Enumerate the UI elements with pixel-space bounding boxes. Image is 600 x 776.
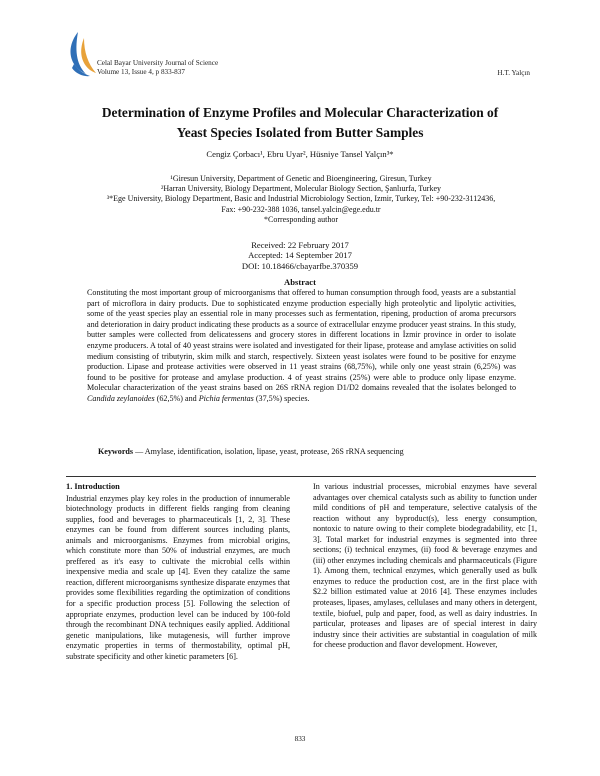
affiliation-line: ¹Giresun University, Department of Genetic and Bioengineering, Giresun, Turkey [170,174,432,183]
column-left [66,482,290,662]
page-number: 833 [294,735,306,743]
author-list: Cengiz Çorbacı¹, Ebru Uyar², Hüsniye Tansel Yalçın³* [206,149,394,159]
abstract-text [87,288,516,405]
abstract-heading: Abstract [284,277,316,287]
running-author: H.T. Yalçın [497,69,530,77]
species-name: Candida zeylanoides [87,393,155,403]
affiliation-line: ³*Ege University, Biology Department, Basic and Industrial Microbiology Section, Izmir, Turkey, Tel: +90-232-3112436, [106,194,496,204]
affiliation-line: ²Harran University, Biology Department, Molecular Biology Section, Şanlıurfa, Turkey [160,184,442,194]
keywords-list: — Amylase, identification, isolation, lipase, yeast, protease, 26S rRNA sequencing [133,447,404,456]
journal-info [97,59,218,77]
keywords-label: Keywords [98,447,134,456]
paper-title [70,103,530,143]
species-name: Pichia fermentas [198,393,254,403]
species-percent: (37,5%) species. [253,393,310,403]
title-line: Determination of Enzyme Profiles and Molecular Characterization of [101,105,499,120]
affiliation-line: *Corresponding author [264,214,338,224]
section-divider [66,476,536,477]
doi[interactable]: DOI: 10.18466/cbayarfbe.370359 [241,260,359,271]
journal-name: Celal Bayar University Journal of Science [97,59,219,67]
column-right [313,482,537,651]
affiliations [66,174,536,225]
accepted-date: Accepted: 14 September 2017 [248,250,352,261]
journal-logo [64,30,98,80]
intro-paragraph-left: Industrial enzymes play key roles in the production of innumerable biotechnology products in different fields ranging from cleaning supplies, food and beverages to pharmaceuticals [1, 2, 3]. These enzymes can be found from different sources including plants, animals and microorganisms. Enzymes from microbial origins, which constitute more than 50% of industrial enzymes, are much preffered as it's easy to cultivate the microbial cells within inexpensive media and scale up [4]. Even they catalize the same reaction, different microorganisms synthesize disparate enzymes that provides some flexibilities regarding the optimization of conditions for a specific production process [5]. Following the selection of appropriate enzymes, production level can be induced by 100-fold through the recombinant DNA techniques easily applied. Additional genetic manipulations, like mutagenesis, will further improve enzymatic properties in terms of thermostability, optimal pH, substrate specificity and other kinetic parameters [6]. [66,493,290,661]
title-line: Yeast Species Isolated from Butter Samples [176,125,424,140]
intro-paragraph-right: In various industrial processes, microbial enzymes have several advantages over chemical catalysts such as ability to function under mild conditions of pH and temperature, selective catalysis of the reaction without any byproduct(s), less energy consumption, nontoxic to nature owing to their complete biodegradability, etc [1, 3]. Total market for industrial enzymes is segmented into three sections; (i) technical enzymes, (ii) food & beverage enzymes and (iii) other enzymes including chemicals and pharmaceuticals (Figure 1). Among them, technical enzymes, which generally used as bulk enzymes to reduce the production cost, are in the first place with $2.2 billion estimated value at 2016 [4]. These enzymes includes proteases, lipases, amylases, cellulases and many others in detergent, textile, biofuel, pulp and paper, food, as well as dairy industries. In particular, proteases and lipases are of special interest in dairy industry since their activities are substantial in coagulation of milk for cheese production and flavor development. However, [313,482,537,650]
affiliation-line: Fax: +90-232-388 1036, tansel.yalcin@ege.edu.tr [221,204,381,214]
abstract-body: Constituting the most important group of microorganisms that offered to human consumption through food, yeasts are a substantial part of microflora in dairy products. Due to sophisticated enzyme production especially high proteolytic and lipolytic activities, some of the yeast species play an essential role in many processes such as fermentation, ripening, production of aroma precursors and deterioration in dairy product indicating these products as a source of extracellular enzyme producer yeast strains. In this study, butter samples were collected from delicatessens and grocery stores in different locations in İzmir province in order to isolate enzyme producers. A total of 40 yeast strains were isolated and investigated for their lipase, protease and amylase activities on solid medium consisting of tributyrin, skim milk and starch, respectively. Sixteen yeast isolates were found to be positive for enzyme production. Lipase and protease activities were observed in 11 yeast strains (68,75%), while only one yeast strain (6,25%) was found to be positive for protease and amylase production. 4 of yeast strains (25%) were able to produce only lipase enzyme. Molecular characterization of the yeast strains based on 26S rRNA region D1/D2 domains revealed that the isolates belonged to [87,288,516,393]
dates [70,240,530,271]
species-percent: (62,5%) and [154,393,199,403]
journal-issue: Volume 13, Issue 4, p 833-837 [97,68,185,76]
keywords [98,447,518,456]
section-heading: 1. Introduction [66,482,120,491]
received-date: Received: 22 February 2017 [251,240,349,250]
